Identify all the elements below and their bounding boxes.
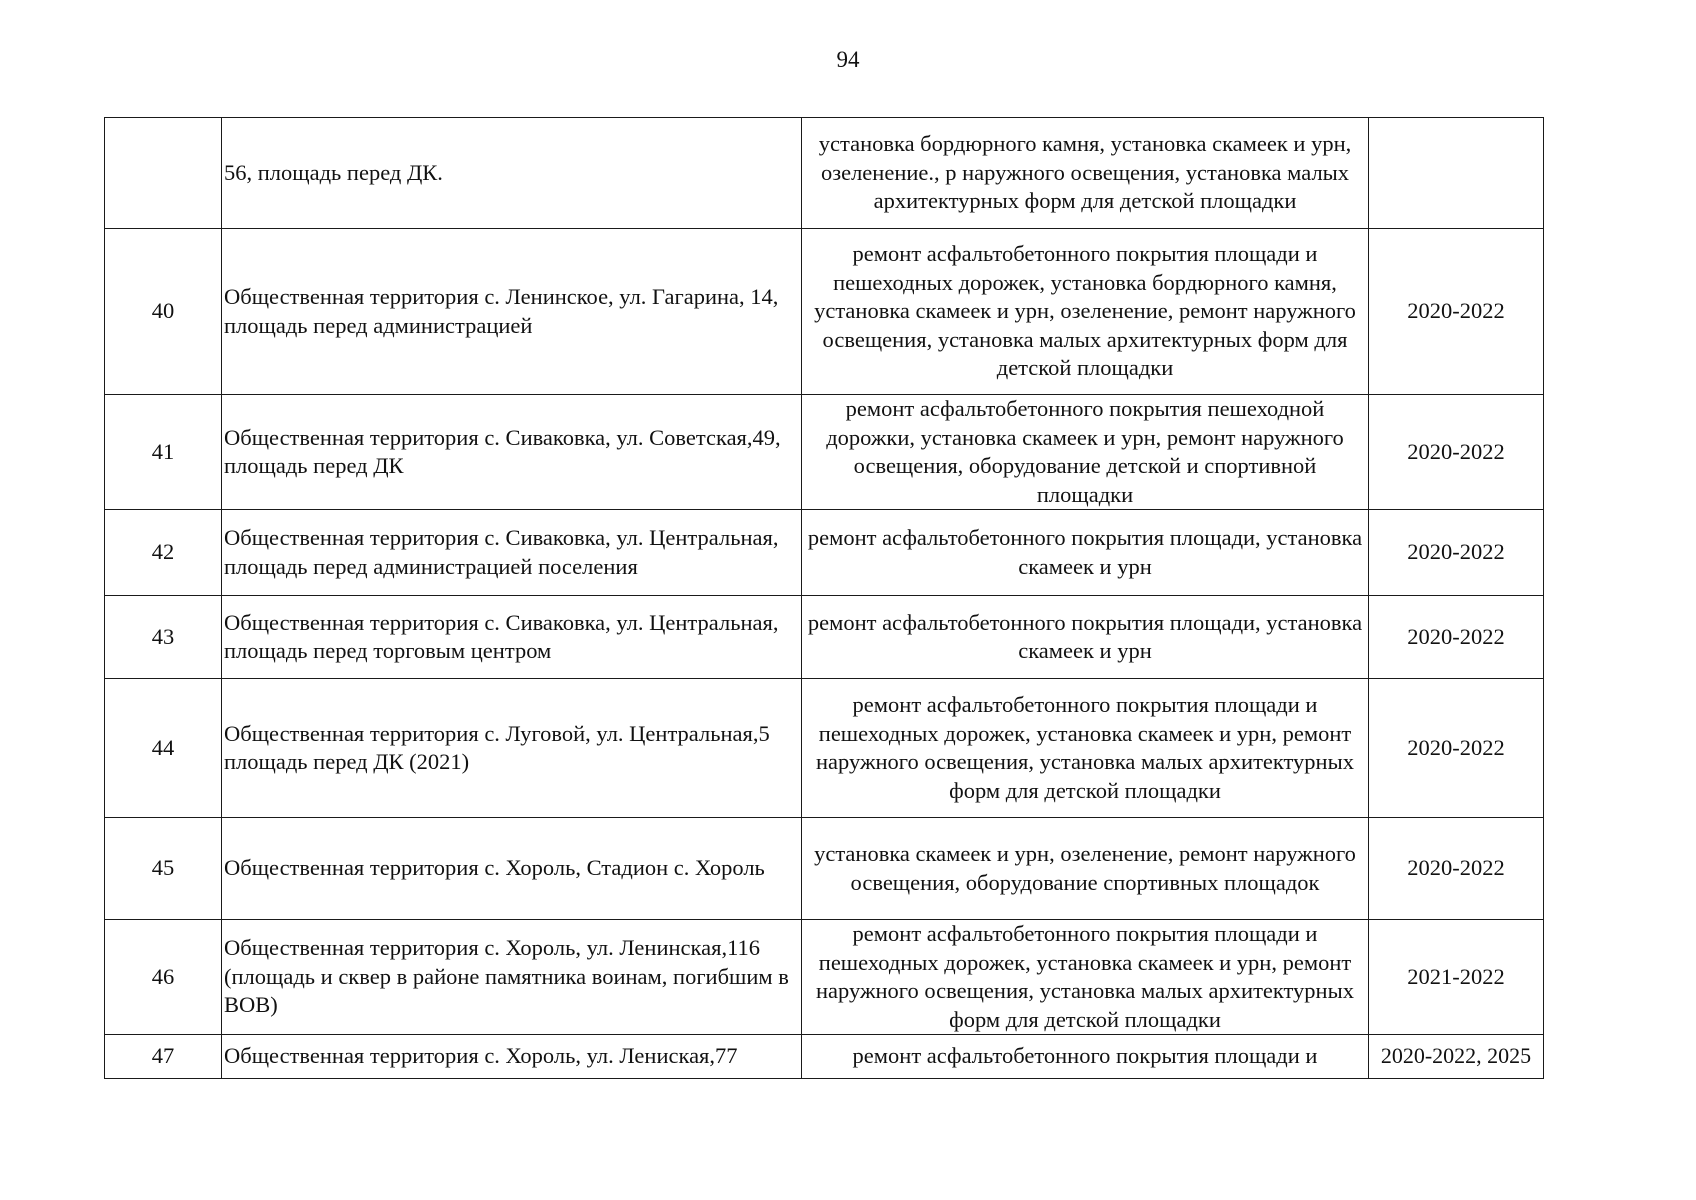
work-description: ремонт асфальтобетонного покрытия площади, установка скамеек и урн [802,596,1369,679]
table-row [105,1035,1544,1079]
territory-name: Общественная территория с. Луговой, ул. Центральная,5 площадь перед ДК (2021) [222,679,802,818]
territory-name: Общественная территория с. Хороль, ул. Лениская,77 [222,1035,802,1079]
row-number: 44 [105,679,222,818]
row-number: 43 [105,596,222,679]
row-number: 42 [105,510,222,596]
table-row [105,818,1544,920]
period: 2020-2022 [1369,395,1544,510]
territory-name: Общественная территория с. Сиваковка, ул. Центральная, площадь перед администрацией поселения [222,510,802,596]
row-number: 40 [105,229,222,395]
table-row [105,920,1544,1035]
work-description: ремонт асфальтобетонного покрытия площади и пешеходных дорожек, установка бордюрного камня, установка скамеек и урн, озеленение, ремонт наружного освещения, установка малых архитектурных форм для детской площадки [802,229,1369,395]
table-row [105,118,1544,229]
territory-name: 56, площадь перед ДК. [222,118,802,229]
period: 2020-2022 [1369,596,1544,679]
period: 2020-2022 [1369,679,1544,818]
work-description: ремонт асфальтобетонного покрытия площади и пешеходных дорожек, установка скамеек и урн, ремонт наружного освещения, установка малых архитектурных форм для детской площадки [802,679,1369,818]
territory-name: Общественная территория с. Сиваковка, ул. Центральная, площадь перед торговым центром [222,596,802,679]
territories-table [104,117,1544,1079]
work-description: ремонт асфальтобетонного покрытия площади и пешеходных дорожек, установка скамеек и урн, ремонт наружного освещения, установка малых архитектурных форм для детской площадки [802,920,1369,1035]
row-number: 47 [105,1035,222,1079]
work-description: ремонт асфальтобетонного покрытия площади и [802,1035,1369,1079]
period [1369,118,1544,229]
row-number: 45 [105,818,222,920]
work-description: установка бордюрного камня, установка скамеек и урн, озеленение., р наружного освещения, установка малых архитектурных форм для детской площадки [802,118,1369,229]
territory-name: Общественная территория с. Ленинское, ул. Гагарина, 14, площадь перед администрацией [222,229,802,395]
table-row [105,229,1544,395]
territory-name: Общественная территория с. Сиваковка, ул. Советская,49, площадь перед ДК [222,395,802,510]
territory-name: Общественная территория с. Хороль, ул. Ленинская,116 (площадь и сквер в районе памятника воинам, погибшим в ВОВ) [222,920,802,1035]
page-number: 94 [836,47,860,72]
row-number [105,118,222,229]
table-row [105,395,1544,510]
work-description: установка скамеек и урн, озеленение, ремонт наружного освещения, оборудование спортивных площадок [802,818,1369,920]
row-number: 46 [105,920,222,1035]
table-row [105,510,1544,596]
period: 2020-2022 [1369,229,1544,395]
table-row [105,679,1544,818]
period: 2020-2022, 2025 [1369,1035,1544,1079]
row-number: 41 [105,395,222,510]
period: 2020-2022 [1369,818,1544,920]
territory-name: Общественная территория с. Хороль, Стадион с. Хороль [222,818,802,920]
table-row [105,596,1544,679]
work-description: ремонт асфальтобетонного покрытия пешеходной дорожки, установка скамеек и урн, ремонт наружного освещения, оборудование детской и спортивной площадки [802,395,1369,510]
period: 2020-2022 [1369,510,1544,596]
period: 2021-2022 [1369,920,1544,1035]
work-description: ремонт асфальтобетонного покрытия площади, установка скамеек и урн [802,510,1369,596]
